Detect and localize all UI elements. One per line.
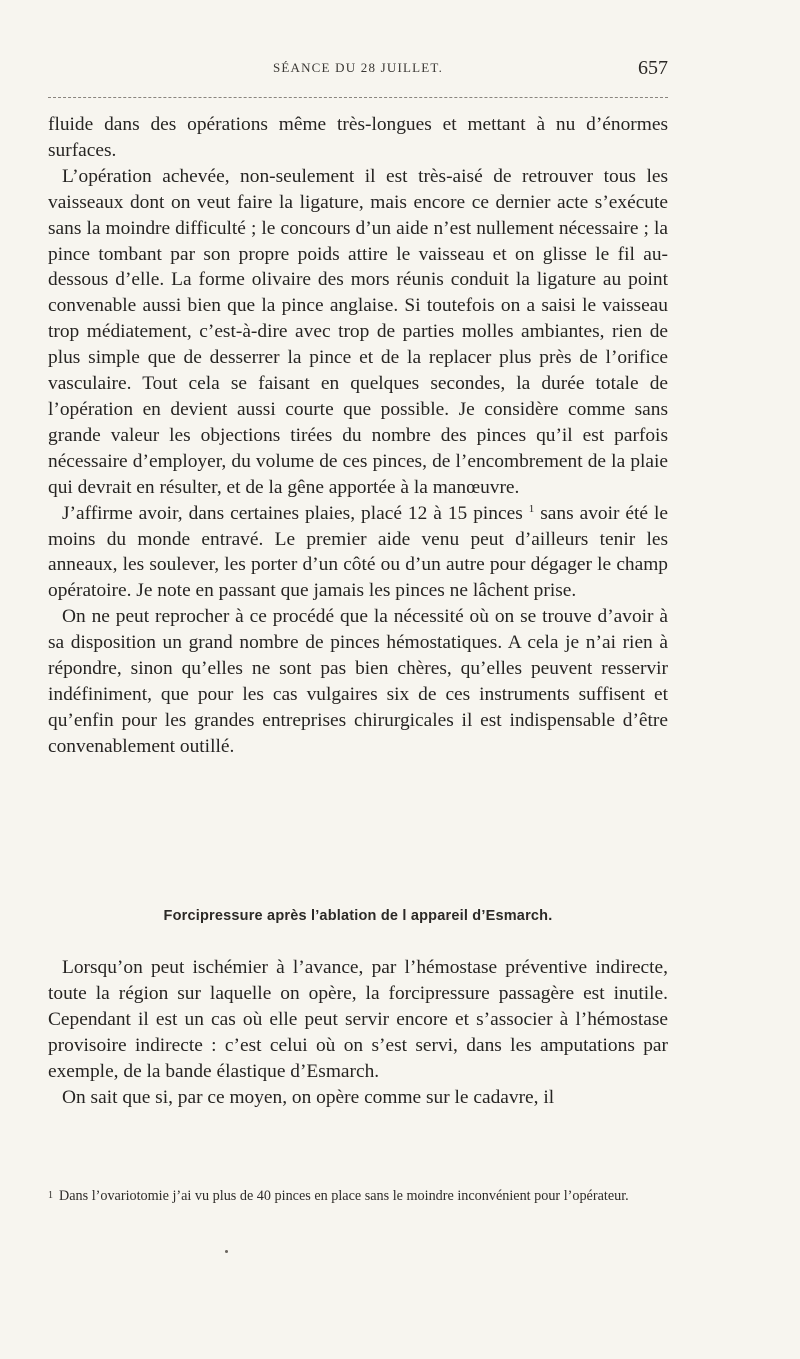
footnote-text: Dans l’ovariotomie j’ai vu plus de 40 pinces en place sans le moindre inconvénient pour l’opérateur.	[59, 1188, 629, 1204]
paragraph-cadaver: On sait que si, par ce moyen, on opère comme sur le cadavre, il	[62, 1086, 555, 1108]
paper-speck	[225, 1250, 228, 1253]
section-body-text	[48, 955, 668, 1110]
running-head	[48, 57, 668, 84]
paragraph-continued: fluide dans des opérations même très-longues et mettant à nu d’énormes surfaces.	[48, 114, 668, 161]
body-text	[48, 112, 668, 760]
paragraph-affirmation	[48, 501, 668, 605]
paragraph-affirmation-end: sans avoir été le moins du monde entravé. Le premier aide venu peut d’ailleurs tenir les anneaux, les soulever, les porter d’un côté ou d’un autre pour dégager le champ opératoire. Je note en passant que jamais les pinces ne lâchent prise.	[48, 502, 668, 602]
section-heading: Forcipressure après l’ablation de l appareil d’Esmarch.	[163, 908, 553, 924]
paragraph-objection: On ne peut reprocher à ce procédé que la nécessité où on se trouve d’avoir à sa disposition un grand nombre de pinces hémostatiques. A cela je n’ai rien à répondre, sinon qu’elles ne sont pas bien chères, qu’elles peuvent resservir indéfiniment, que pour les cas vulgaires six de ces instruments suffisent et qu’enfin pour les grandes entreprises chirurgicales il est indispensable d’être convenablement outillé.	[48, 606, 668, 757]
footnote-reference: 1	[528, 502, 535, 515]
footnote-marker: 1	[48, 1190, 53, 1201]
running-title: SÉANCE DU 28 JUILLET.	[272, 60, 444, 75]
page-number: 657	[638, 57, 668, 79]
paragraph-operation: L’opération achevée, non-seulement il est très-aisé de retrouver tous les vaisseaux dont on veut faire la ligature, mais encore ce dernier acte s’exécute sans la moindre difficulté ; le concours d’un aide n’est nullement nécessaire ; la pince tombant par son propre poids attire le vaisseau et on glisse le fil au-dessous d’elle. La forme olivaire des mors réunis conduit la ligature au point convenable aussi bien que la pince anglaise. Si toutefois on a saisi le vaisseau trop médiatement, c’est-à-dire avec trop de parties molles ambiantes, rien de plus simple que de desserrer la pince et de la replacer plus près de l’orifice vasculaire. Tout cela se faisant en quelques secondes, la durée totale de l’opération en devient aussi courte que possible. Je considère comme sans grande valeur les objections tirées du nombre des pinces qu’il est parfois nécessaire d’employer, du volume de ces pinces, de l’encombrement de la plaie qui devrait en résulter, et de la gêne apportée à la manœuvre.	[48, 165, 668, 498]
paragraph-affirmation-start: J’affirme avoir, dans certaines plaies, placé 12 à 15 pinces	[62, 502, 523, 524]
paragraph-ischemia: Lorsqu’on peut ischémier à l’avance, par l’hémostase préventive indirecte, toute la région sur laquelle on opère, la forcipressure passagère est inutile. Cependant il est un cas où elle peut servir encore et s’associer à l’hémostase provisoire indirecte : c’est celui où on s’est servi, dans les amputations par exemple, de la bande élastique d’Esmarch.	[48, 957, 668, 1082]
footnote	[48, 1185, 668, 1207]
header-rule	[48, 97, 668, 98]
